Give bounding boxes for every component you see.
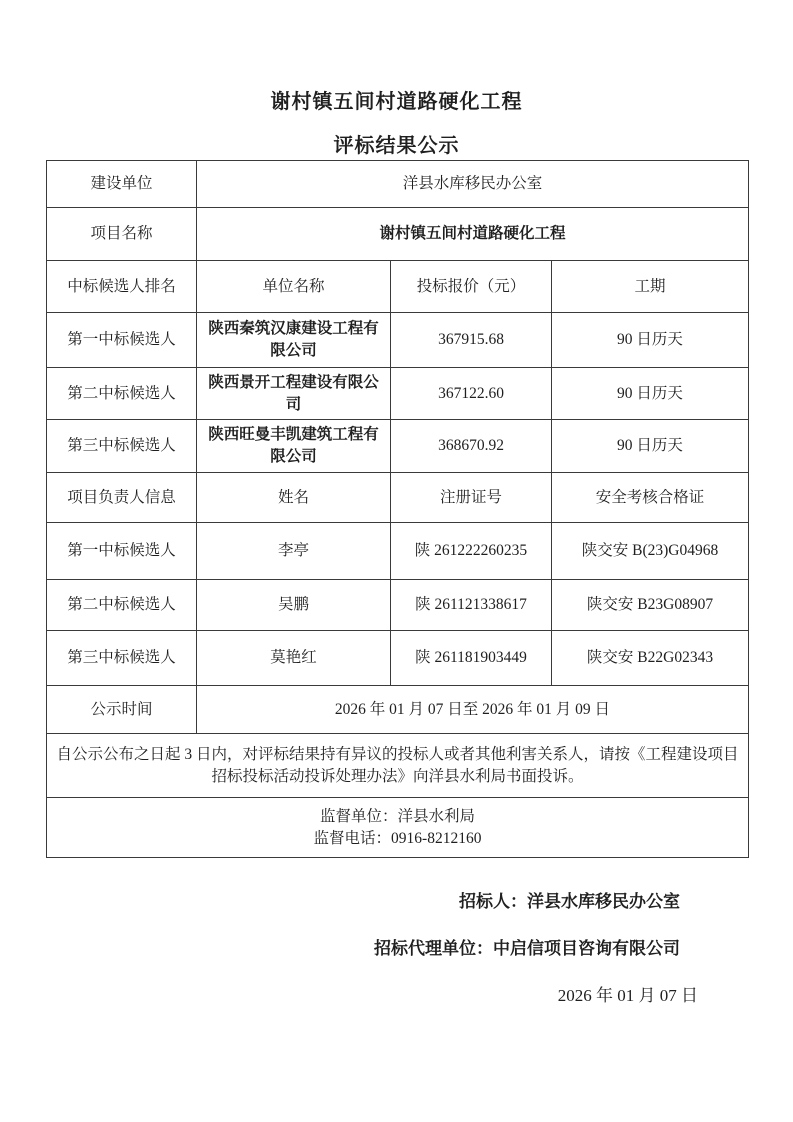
manager-2-safety-cert: 陕交安 B23G08907 (552, 580, 749, 631)
footer-date: 2026 年 01 月 07 日 (557, 986, 698, 1005)
bidder-header-company: 单位名称 (197, 261, 391, 313)
manager-2-rank: 第二中标候选人 (47, 580, 197, 631)
bidder-3-duration: 90 日历天 (552, 420, 749, 473)
manager-header-name: 姓名 (197, 473, 391, 523)
bidder-3-company: 陕西旺曼丰凯建筑工程有限公司 (197, 420, 391, 473)
footer-agency: 招标代理单位：中启信项目咨询有限公司 (374, 939, 680, 958)
bidder-1-duration: 90 日历天 (552, 313, 749, 368)
bidder-header-rank: 中标候选人排名 (47, 261, 197, 313)
footer-tenderer: 招标人：洋县水库移民办公室 (459, 892, 680, 911)
bidder-2-rank: 第二中标候选人 (47, 368, 197, 420)
bidder-3-price: 368670.92 (391, 420, 552, 473)
table-row-publicity-time (47, 686, 749, 734)
table-row-notice (47, 734, 749, 798)
bidder-header-price: 投标报价（元） (391, 261, 552, 313)
page-title: 谢村镇五间村道路硬化工程 (270, 91, 523, 113)
manager-3-cert-no: 陕 261181903449 (391, 631, 552, 686)
manager-3-safety-cert: 陕交安 B22G02343 (552, 631, 749, 686)
bidder-1-company: 陕西秦筑汉康建设工程有限公司 (197, 313, 391, 368)
table-row-manager-1 (47, 523, 749, 580)
table-row-supervisor (47, 798, 749, 858)
table-row-manager-header (47, 473, 749, 523)
notice-paragraph: 自公示公布之日起 3 日内，对评标结果持有异议的投标人或者其他利害关系人，请按《工程建设项目招标投标活动投诉处理办法》向洋县水利局书面投诉。 (47, 734, 749, 798)
bidder-3-rank: 第三中标候选人 (47, 420, 197, 473)
bidder-2-price: 367122.60 (391, 368, 552, 420)
table-row-manager-2 (47, 580, 749, 631)
manager-header-safety-cert: 安全考核合格证 (552, 473, 749, 523)
table-row-bidder-2 (47, 368, 749, 420)
bidder-1-rank: 第一中标候选人 (47, 313, 197, 368)
project-name-label: 项目名称 (47, 208, 197, 261)
manager-2-name: 吴鹏 (197, 580, 391, 631)
supervisor-info (47, 798, 749, 858)
manager-1-rank: 第一中标候选人 (47, 523, 197, 580)
table-row-bidder-header (47, 261, 749, 313)
page-subtitle: 评标结果公示 (333, 135, 460, 157)
manager-1-safety-cert: 陕交安 B(23)G04968 (552, 523, 749, 580)
manager-header-rank: 项目负责人信息 (47, 473, 197, 523)
bidder-2-duration: 90 日历天 (552, 368, 749, 420)
bidder-1-price: 367915.68 (391, 313, 552, 368)
table-row-construction-unit (47, 161, 749, 208)
bidder-2-company: 陕西景开工程建设有限公司 (197, 368, 391, 420)
bidder-header-duration: 工期 (552, 261, 749, 313)
manager-3-name: 莫艳红 (197, 631, 391, 686)
project-name-value: 谢村镇五间村道路硬化工程 (197, 208, 749, 261)
construction-unit-label: 建设单位 (47, 161, 197, 208)
construction-unit-value: 洋县水库移民办公室 (197, 161, 749, 208)
manager-2-cert-no: 陕 261121338617 (391, 580, 552, 631)
manager-3-rank: 第三中标候选人 (47, 631, 197, 686)
table-row-manager-3 (47, 631, 749, 686)
publicity-time-label: 公示时间 (47, 686, 197, 734)
supervisor-unit: 监督单位：洋县水利局 (319, 807, 475, 825)
manager-1-name: 李亭 (197, 523, 391, 580)
supervisor-phone: 监督电话：0916-8212160 (313, 829, 482, 847)
table-row-bidder-1 (47, 313, 749, 368)
table-row-bidder-3 (47, 420, 749, 473)
manager-header-cert-no: 注册证号 (391, 473, 552, 523)
publicity-time-value: 2026 年 01 月 07 日至 2026 年 01 月 09 日 (197, 686, 749, 734)
bid-result-table (46, 160, 749, 858)
manager-1-cert-no: 陕 261222260235 (391, 523, 552, 580)
table-row-project-name (47, 208, 749, 261)
